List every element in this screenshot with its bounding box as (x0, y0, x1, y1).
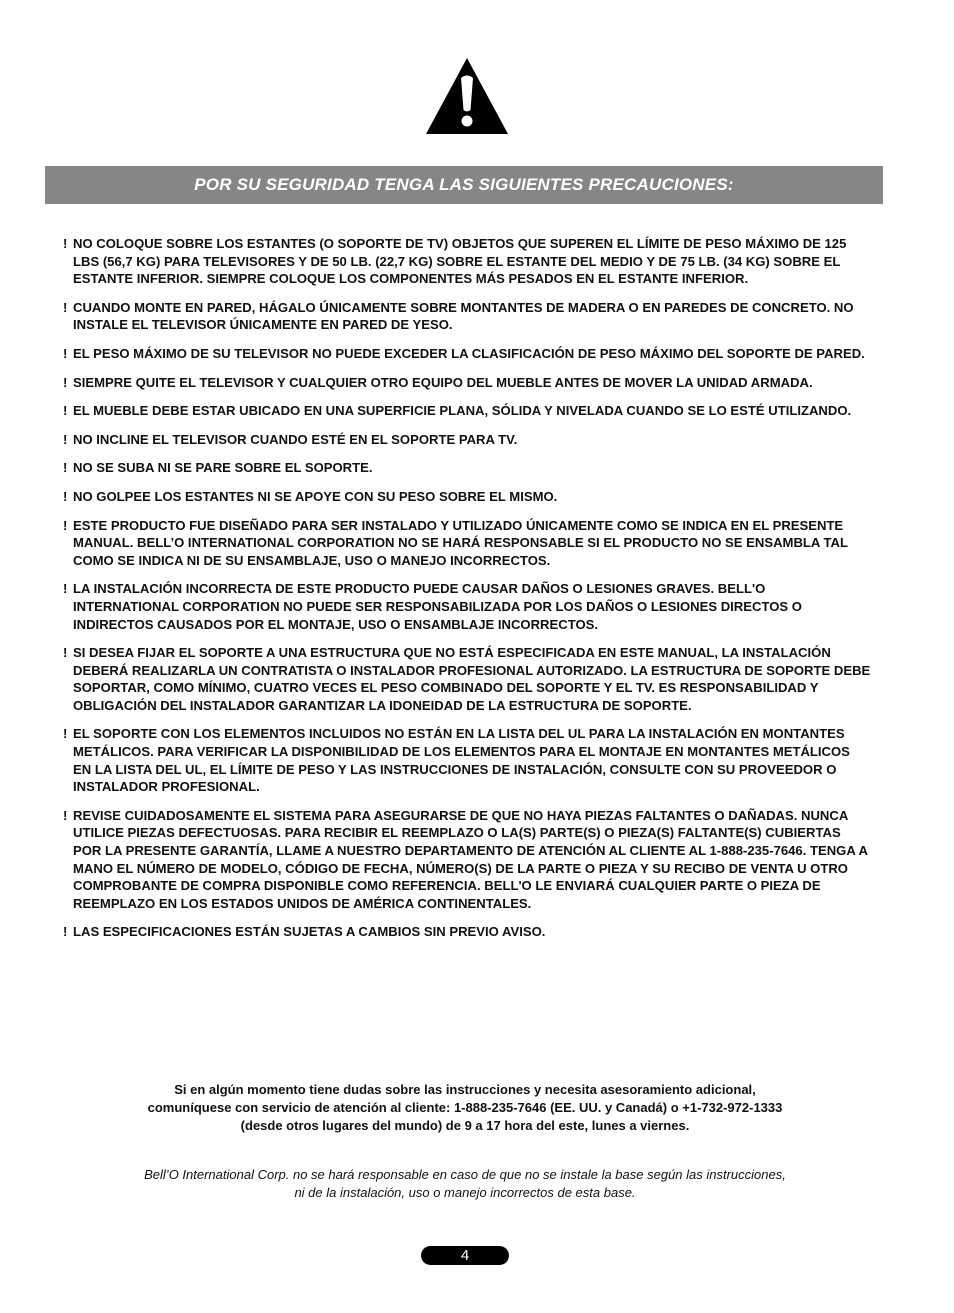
precaution-text: LAS ESPECIFICACIONES ESTÁN SUJETAS A CAMBIOS SIN PREVIO AVISO. (73, 924, 546, 940)
contact-line: (desde otros lugares del mundo) de 9 a 17 hora del este, lunes a viernes. (240, 1118, 690, 1133)
precaution-text: LA INSTALACIÓN INCORRECTA DE ESTE PRODUCTO PUEDE CAUSAR DAÑOS O LESIONES GRAVES. BELL'O INTERNATIONAL CORPORATION NO PUEDE SER RESPONSABILIZADA POR LOS DAÑOS O LESIONES DIRECTOS O INDIRECTOS CAUSADOS POR EL MONTAJE, USO O ENSAMBLAJE INCORRECTOS. (73, 581, 802, 632)
precaution-text: NO SE SUBA NI SE PARE SOBRE EL SOPORTE. (73, 460, 373, 476)
precaution-text: NO GOLPEE LOS ESTANTES NI SE APOYE CON SU PESO SOBRE EL MISMO. (73, 488, 558, 504)
precaution-text: EL SOPORTE CON LOS ELEMENTOS INCLUIDOS NO ESTÁN EN LA LISTA DEL UL PARA LA INSTALACIÓN EN MONTANTES METÁLICOS. PARA VERIFICAR LA DISPONIBILIDAD DE LOS ELEMENTOS PARA EL MONTAJE EN MONTANTES METÁLICOS EN LA LISTA DEL UL, EL LÍMITE DE PESO Y LAS INSTRUCCIONES DE INSTALACIÓN, CONSULTE CON SU PROVEEDOR O INSTALADOR PROFESIONAL. (73, 726, 850, 795)
disclaimer-line: Bell’O International Corp. no se hará responsable en caso de que no se instale la base según las instrucciones, (144, 1167, 786, 1182)
bullet-mark: ! (63, 431, 68, 447)
precaution-item (63, 580, 871, 633)
precaution-text: EL PESO MÁXIMO DE SU TELEVISOR NO PUEDE EXCEDER LA CLASIFICACIÓN DE PESO MÁXIMO DEL SOPORTE DE PARED. (73, 345, 865, 361)
precaution-item (63, 923, 871, 941)
bullet-mark: ! (63, 726, 68, 742)
precaution-item (63, 517, 871, 570)
precaution-text: REVISE CUIDADOSAMENTE EL SISTEMA PARA ASEGURARSE DE QUE NO HAYA PIEZAS FALTANTES O DAÑADAS. NUNCA UTILICE PIEZAS DEFECTUOSAS. PARA RECIBIR EL REEMPLAZO O LA(S) PARTE(S) O PIEZA(S) FALTANTE(S) CUBIERTAS POR LA PRESENTE GARANTÍA, LLAME A NUESTRO DEPARTAMENTO DE ATENCIÓN AL CLIENTE AL 1-888-235-7646. TENGA A MANO EL NÚMERO DE MODELO, CÓDIGO DE FECHA, NÚMERO(S) DE LA PARTE O PIEZA Y SU RECIBO DE VENTA U OTRO COMPROBANTE DE COMPRA DISPONIBLE COMO REFERENCIA. BELL'O LE ENVIARÁ CUALQUIER PARTE O PIEZA DE REEMPLAZO EN LOS ESTADOS UNIDOS DE AMÉRICA CONTINENTALES. (73, 807, 868, 911)
bullet-mark: ! (63, 488, 68, 504)
precaution-item (63, 807, 871, 913)
precaution-text: ESTE PRODUCTO FUE DISEÑADO PARA SER INSTALADO Y UTILIZADO ÚNICAMENTE COMO SE INDICA EN EL PRESENTE MANUAL. BELL’O INTERNATIONAL CORPORATION NO SE HARÁ RESPONSABLE SI EL PRODUCTO NO SE ENSAMBLA TAL COMO SE INDICA NI DE SU ENSAMBLAJE, USO O MANEJO INCORRECTOS. (73, 517, 848, 568)
precaution-item (63, 725, 871, 795)
bullet-mark: ! (63, 236, 68, 251)
bullet-mark: ! (63, 374, 68, 390)
bullet-mark: ! (63, 581, 68, 597)
precautions-list (63, 235, 871, 952)
banner-title: POR SU SEGURIDAD TENGA LAS SIGUIENTES PRECAUCIONES: (194, 175, 734, 194)
bullet-mark: ! (63, 403, 68, 419)
bullet-mark: ! (63, 924, 68, 940)
safety-banner (45, 166, 883, 204)
precaution-text: EL MUEBLE DEBE ESTAR UBICADO EN UNA SUPERFICIE PLANA, SÓLIDA Y NIVELADA CUANDO SE LO ESTÉ UTILIZANDO. (73, 403, 852, 419)
precaution-text: CUANDO MONTE EN PARED, HÁGALO ÚNICAMENTE SOBRE MONTANTES DE MADERA O EN PAREDES DE CONCRETO. NO INSTALE EL TELEVISOR ÚNICAMENTE EN PARED DE YESO. (73, 299, 854, 333)
precaution-item (63, 374, 871, 392)
bullet-mark: ! (63, 807, 68, 823)
precaution-text: SIEMPRE QUITE EL TELEVISOR Y CUALQUIER OTRO EQUIPO DEL MUEBLE ANTES DE MOVER LA UNIDAD ARMADA. (73, 374, 813, 390)
precaution-item (63, 345, 871, 363)
precaution-item (63, 299, 871, 334)
precaution-text: NO COLOQUE SOBRE LOS ESTANTES (O SOPORTE DE TV) OBJETOS QUE SUPEREN EL LÍMITE DE PESO MÁXIMO DE 125 LBS (56,7 KG) PARA TELEVISORES Y DE 50 LB. (22,7 KG) SOBRE EL ESTANTE DEL MEDIO Y DE 75 LB. (34 KG) SOBRE EL ESTANTE INFERIOR. SIEMPRE COLOQUE LOS COMPONENTES MÁS PESADOS EN EL ESTANTE INFERIOR. (73, 236, 847, 287)
precaution-item (63, 402, 871, 420)
precaution-item (63, 488, 871, 506)
warning-triangle-icon (424, 56, 510, 136)
bullet-mark: ! (63, 645, 68, 661)
page-number: 4 (421, 1246, 509, 1265)
precaution-text: NO INCLINE EL TELEVISOR CUANDO ESTÉ EN EL SOPORTE PARA TV. (73, 431, 518, 447)
bullet-mark: ! (63, 345, 68, 361)
liability-disclaimer (80, 1166, 850, 1202)
contact-line: comuníquese con servicio de atención al cliente: 1-888-235-7646 (EE. UU. y Canadá) o +1-732-972-1333 (147, 1100, 783, 1115)
bullet-mark: ! (63, 517, 68, 533)
customer-service-contact (80, 1081, 850, 1135)
precaution-item (63, 459, 871, 477)
precaution-item (63, 644, 871, 714)
bullet-mark: ! (63, 299, 68, 315)
precaution-text: SI DESEA FIJAR EL SOPORTE A UNA ESTRUCTURA QUE NO ESTÁ ESPECIFICADA EN ESTE MANUAL, LA INSTALACIÓN DEBERÁ REALIZARLA UN CONTRATISTA O INSTALADOR PROFESIONAL AUTORIZADO. LA ESTRUCTURA DE SOPORTE DEBE SOPORTAR, COMO MÍNIMO, CUATRO VECES EL PESO COMBINADO DEL SOPORTE Y EL TV. ES RESPONSABILIDAD Y OBLIGACIÓN DEL INSTALADOR GARANTIZAR LA IDONEIDAD DE LA ESTRUCTURA DE SOPORTE. (73, 645, 871, 713)
contact-line: Si en algún momento tiene dudas sobre las instrucciones y necesita asesoramiento adicional, (174, 1082, 756, 1097)
precaution-item (63, 431, 871, 449)
precaution-item (63, 235, 871, 288)
bullet-mark: ! (63, 460, 68, 476)
disclaimer-line: ni de la instalación, uso o manejo incorrectos de esta base. (294, 1185, 636, 1200)
